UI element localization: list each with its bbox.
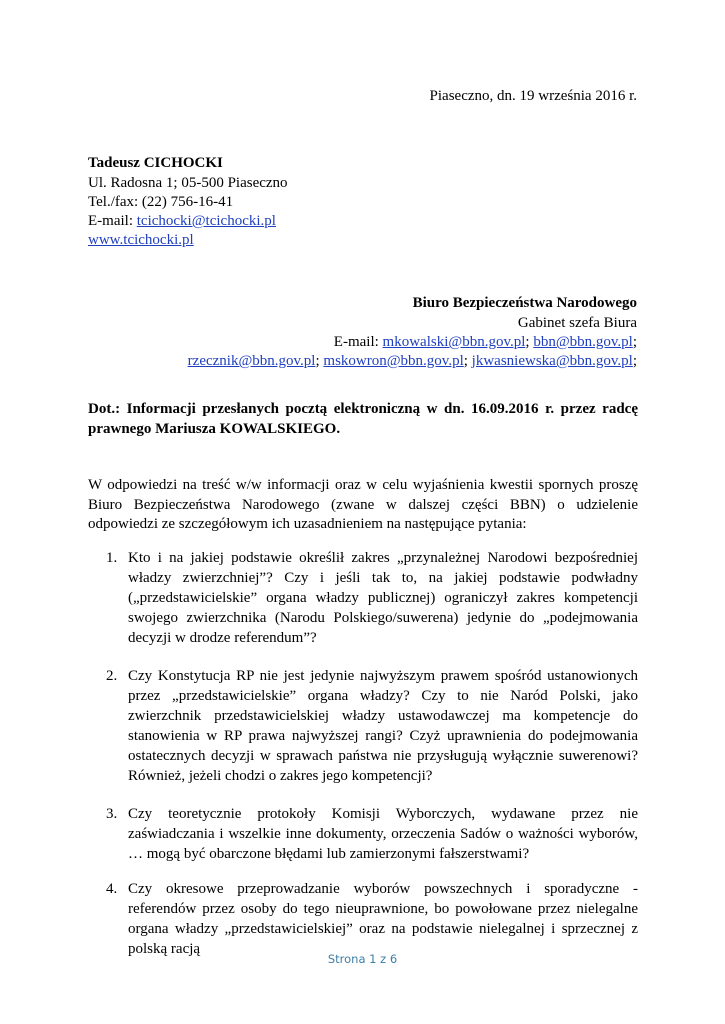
question-item — [88, 666, 638, 786]
question-text: Kto i na jakiej podstawie określił zakres „przynależnej Narodowi bezpośredniej władzy zwierzchniej”? Czy i jeśli tak to, na jakiej podstawie podwładny („przedstawicielskie” organa władzy publicznej) ograniczył zakres kompetencji swojego zwierzchnika (Narodu Polskiego/suwerena) jedynie do „podejmowania decyzji w drodze referendum”? — [128, 550, 638, 646]
subject-line: Dot.: Informacji przesłanych pocztą elektroniczną w dn. 16.09.2016 r. przez radcę prawnego Mariusza KOWALSKIEGO. — [88, 401, 638, 437]
recipient-email-link[interactable]: mskowron@bbn.gov.pl — [323, 353, 464, 369]
recipient-email-label: E-mail: — [333, 334, 383, 350]
sender-name: Tadeusz CICHOCKI — [88, 155, 223, 171]
sender-email-label: E-mail: — [88, 213, 137, 229]
question-text: Czy Konstytucja RP nie jest jedynie najwyższym prawem spośród ustanowionych przez „przedstawicielskie” organa władzy? Czy to nie Naród Polski, jako zwierzchnik przedstawicielskiej władzy ustawodawczej ma kompetencje do stanowienia w RP prawa najwyższej rangi? Czyż uprawnienia do podejmowania ostatecznych decyzji w sprawach państwa nie przysługują wyłącznie suwerenowi? Również, jeżeli chodzi o zakres jego kompetencji? — [128, 668, 638, 784]
recipient-email-link[interactable]: jkwasniewska@bbn.gov.pl — [471, 353, 633, 369]
recipient-emails-line-2: rzecznik@bbn.gov.pl; mskowron@bbn.gov.pl; jkwasniewska@bbn.gov.pl; — [187, 353, 637, 369]
sender-email-line — [88, 212, 276, 231]
sender-phone: Tel./fax: (22) 756-16-41 — [88, 194, 234, 210]
page-footer: Strona 1 z 6 — [327, 952, 398, 966]
question-text: Czy okresowe przeprowadzanie wyborów powszechnych i sporadyczne - referendów przez osoby do tego nieuprawnione, bo powołowane przez nielegalne organa władzy „przedstawicielskiej” oraz na podstawie nielegalnej i sprzecznej z polską racją — [128, 881, 638, 957]
question-item — [88, 879, 638, 959]
recipient-email-link[interactable]: bbn@bbn.gov.pl — [533, 334, 633, 350]
recipient-email-link[interactable]: rzecznik@bbn.gov.pl — [187, 353, 316, 369]
question-number: 2. — [106, 668, 118, 684]
recipient-name: Biuro Bezpieczeństwa Narodowego — [412, 295, 637, 311]
question-text: Czy teoretycznie protokoły Komisji Wyborczych, wydawane przez nie zaświadczania i wszelkie inne dokumenty, orzeczenia Sadów o ważności wyborów, … mogą być obarczone błędami lub zamierzonymi fałszerstwami? — [128, 806, 638, 862]
question-item — [88, 804, 638, 864]
recipient-emails-line-1: E-mail: mkowalski@bbn.gov.pl; bbn@bbn.gov.pl; — [333, 334, 637, 350]
intro-paragraph: W odpowiedzi na treść w/w informacji oraz w celu wyjaśnienia kwestii spornych proszę Biuro Bezpieczeństwa Narodowego (zwane w dalszej części BBN) o udzielenie odpowiedzi ze szczegółowym ich uzasadnieniem na następujące pytania: — [88, 477, 638, 532]
question-number: 1. — [106, 550, 118, 566]
question-item — [88, 548, 638, 648]
sender-address: Ul. Radosna 1; 05-500 Piaseczno — [88, 175, 288, 191]
recipient-department: Gabinet szefa Biura — [517, 315, 637, 331]
question-number: 3. — [106, 806, 118, 822]
question-number: 4. — [106, 881, 118, 897]
date-line: Piaseczno, dn. 19 września 2016 r. — [429, 88, 637, 104]
sender-website-line — [88, 231, 194, 250]
sender-website-link[interactable]: www.tcichocki.pl — [88, 232, 194, 248]
recipient-email-link[interactable]: mkowalski@bbn.gov.pl — [382, 334, 526, 350]
sender-email-link[interactable]: tcichocki@tcichocki.pl — [136, 213, 276, 229]
